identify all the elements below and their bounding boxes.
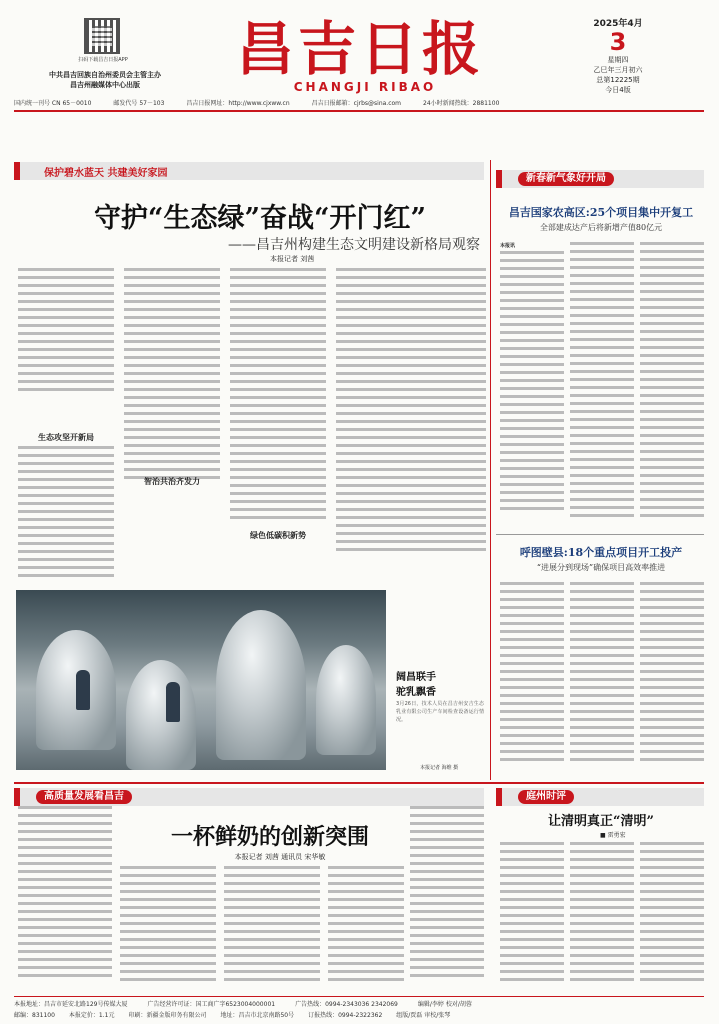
bottom-left-tag [14, 788, 484, 806]
lead-section-head-1: 生态攻坚开新局 [38, 433, 94, 442]
footer-item: 广告经营许可证：国工商广字6523004000001 [147, 1001, 276, 1008]
lead-col-2 [124, 268, 220, 488]
info-item: 邮发代号 57－103 [113, 100, 165, 107]
footer-item: 地址：昌吉市北京南路50号 [220, 1012, 295, 1019]
footer-item: 组版/贾磊 审校/张琴 [396, 1012, 451, 1019]
lunar-date: 乙巳年三月初六 [593, 66, 643, 74]
right-top-byline: 本报讯 [500, 243, 516, 249]
page-count: 今日4版 [605, 86, 631, 94]
year-month: 2025年4月 [593, 19, 643, 29]
bottom-left-byline: 本报记者 刘茜 通讯员 宋华敏 [234, 853, 326, 861]
footer-item: 本报地址：昌吉市延安北路129号传媒大厦 [14, 1001, 128, 1008]
info-line [14, 98, 704, 108]
masthead-title: 昌吉日报 [235, 15, 484, 83]
bottom-right-tag-text: 庭州时评 [518, 790, 574, 804]
lead-tag-text: 保护碧水蓝天 共建美好家园 [44, 168, 168, 179]
day-number: 3 [609, 28, 627, 56]
photo-title-line1: 阔昌联手 [396, 672, 436, 683]
footer-item: 本报定价：1.1元 [68, 1012, 115, 1019]
weekday: 星期四 [607, 56, 629, 64]
right-mid-col-1 [500, 582, 564, 772]
photo-caption: 3月26日，技术人员在昌吉州安吉生态乳业有限公司生产车间检查设备运行情况。 [396, 701, 484, 723]
footer-item: 编辑/李婷 校对/胡蓉 [417, 1001, 472, 1008]
lead-section-head-3: 绿色低碳积新势 [250, 531, 306, 540]
bottom-left-col-5 [410, 806, 484, 990]
lead-col-1 [18, 268, 114, 396]
bottom-right-headline: 让清明真正“清明” [548, 814, 654, 829]
bottom-left-headline: 一杯鲜奶的创新突围 [170, 824, 369, 850]
right-top-col-3 [640, 242, 704, 522]
bottom-right-col-1 [500, 842, 564, 990]
info-item: 国内统一刊号 CN 65－0010 [14, 100, 92, 107]
lead-subheadline: ——昌吉州构建生态文明建设新格局观察 [228, 237, 480, 253]
info-item: 24小时新闻热线：2881100 [423, 100, 500, 107]
info-item: 昌吉日报邮箱：cjrbs@sina.com [311, 100, 402, 107]
photo-title [396, 668, 476, 698]
publisher-line2: 昌吉州融媒体中心出版 [70, 81, 140, 89]
publisher-line1: 中共昌吉回族自治州委员会主管主办 [49, 71, 161, 79]
footer-item: 印刷：新疆金版印务有限公司 [128, 1012, 207, 1019]
bottom-left-col-2 [120, 866, 216, 990]
issue-number: 总第12225期 [596, 76, 640, 84]
bottom-right-col-3 [640, 842, 704, 990]
bottom-rule [14, 782, 704, 784]
footer-item: 邮编：831100 [14, 1012, 55, 1019]
right-top-col-2 [570, 242, 634, 522]
right-mid-headline: 呼图壁县:18个重点项目开工投产 [519, 546, 683, 559]
footer-item: 订报热线：0994-2322362 [308, 1012, 383, 1019]
right-top-col-1 [500, 242, 564, 522]
bottom-left-col-4 [328, 866, 404, 990]
lead-headline: 守护“生态绿”奋战“开门红” [93, 203, 427, 234]
photo-title-line2: 驼乳飘香 [396, 687, 436, 698]
qr-code [84, 18, 120, 54]
right-divider [496, 534, 704, 535]
lead-col-3 [230, 268, 326, 528]
lead-col-1b [18, 446, 114, 586]
lead-section-head-2: 智治共治齐发力 [144, 477, 200, 486]
bottom-left-col-3 [224, 866, 320, 990]
photo-credit: 本报记者 海维 摄 [420, 765, 459, 771]
right-top-headline: 昌吉国家农高区:25个项目集中开复工 [508, 206, 694, 219]
right-mid-col-3 [640, 582, 704, 772]
info-item: 昌吉日报网址：http://www.cjxww.cn [186, 100, 290, 107]
bottom-right-tag [496, 788, 704, 806]
footer [14, 996, 704, 1018]
bottom-right-col-2 [570, 842, 634, 990]
right-top-tag-text: 新春新气象好开局 [518, 172, 614, 186]
right-top-deck: 全部建成达产后将新增产值80亿元 [539, 223, 663, 232]
lead-photo [16, 590, 386, 770]
header-rule [14, 110, 704, 112]
publisher-info [40, 70, 170, 90]
masthead-pinyin: CHANGJI RIBAO [293, 80, 437, 94]
lead-col-4 [336, 268, 486, 558]
right-mid-col-2 [570, 582, 634, 772]
lead-byline: 本报记者 刘茜 [270, 255, 315, 263]
masthead [195, 14, 525, 84]
right-mid-deck: “进展分到现场”确保项目高效率推进 [536, 563, 666, 572]
bottom-left-col-1 [18, 806, 112, 990]
column-rule [490, 160, 491, 780]
date-block [578, 16, 658, 95]
bottom-left-tag-text: 高质量发展看昌吉 [36, 790, 132, 804]
bottom-right-byline: ■ 雷勇宏 [600, 832, 626, 839]
footer-item: 广告热线：0994-2343036 2342069 [295, 1001, 398, 1008]
qr-caption: 扫码下载昌吉日报APP [78, 57, 128, 63]
right-top-tag [496, 170, 704, 188]
lead-section-tag [14, 162, 484, 180]
